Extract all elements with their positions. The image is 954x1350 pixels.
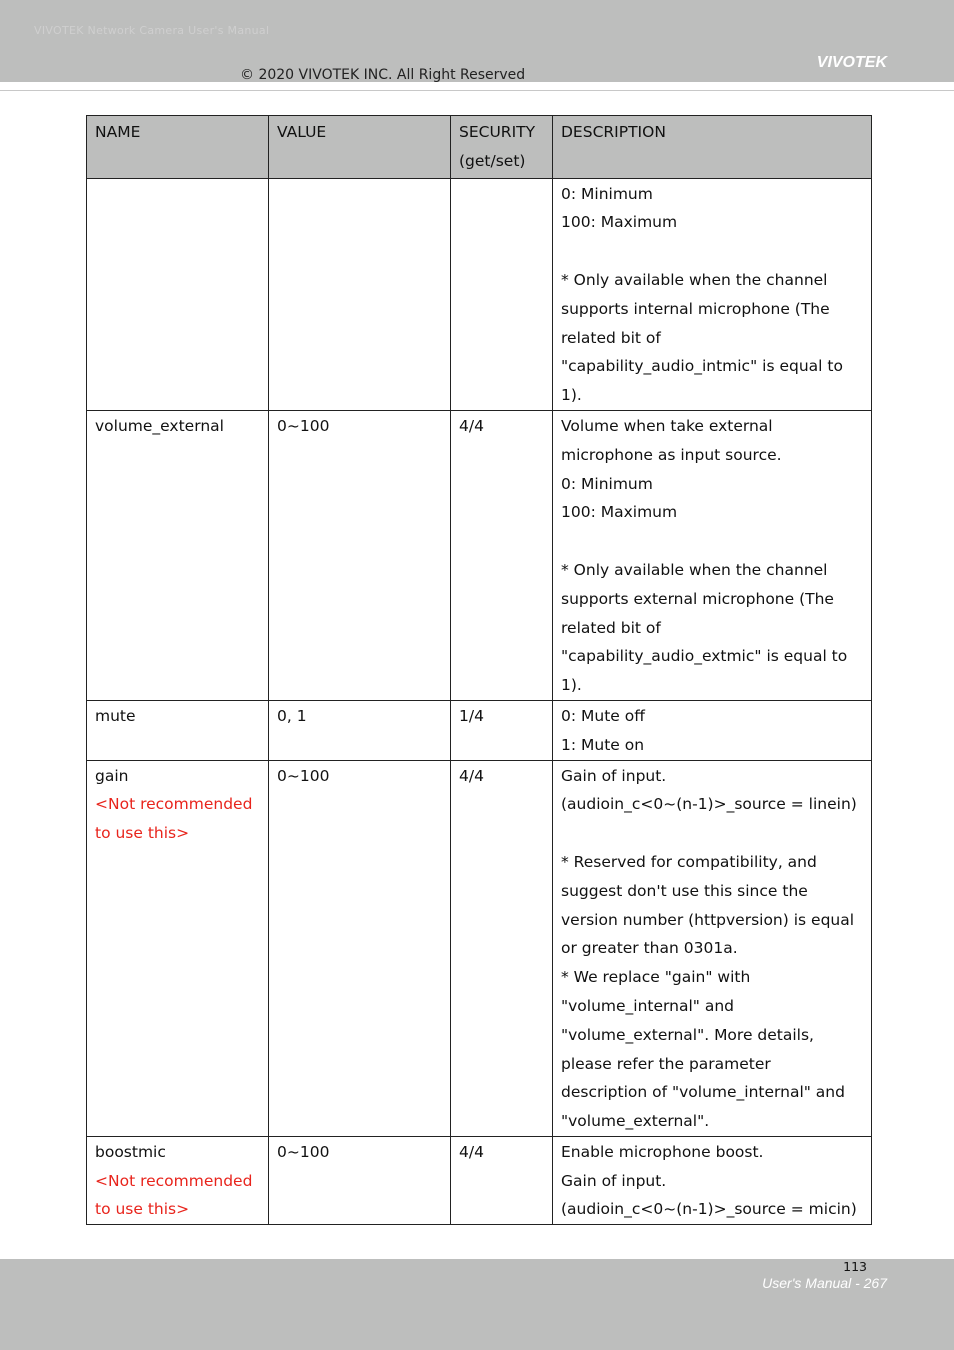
description-line: supports internal microphone (The bbox=[561, 299, 830, 318]
description-line: related bit of bbox=[561, 328, 661, 347]
param-name: gain bbox=[95, 766, 129, 785]
description-line: 0: Minimum bbox=[561, 474, 653, 493]
description-line: 100: Maximum bbox=[561, 213, 678, 232]
description-line: Gain of input. bbox=[561, 1171, 667, 1190]
table-row bbox=[87, 760, 872, 1136]
not-recommended-note: to use this> bbox=[95, 1200, 190, 1219]
param-value: 0, 1 bbox=[277, 706, 307, 725]
param-description-cell bbox=[553, 700, 872, 760]
description-line: "capability_audio_intmic" is equal to bbox=[561, 357, 843, 376]
description-line: suggest don't use this since the bbox=[561, 881, 808, 900]
description-line bbox=[561, 819, 863, 848]
param-name-cell bbox=[87, 760, 269, 1136]
column-header-value: VALUE bbox=[269, 116, 451, 179]
param-security bbox=[459, 180, 544, 209]
header-divider bbox=[0, 90, 954, 91]
description-line bbox=[561, 237, 863, 266]
not-recommended-note: <Not recommended bbox=[95, 795, 253, 814]
param-description-cell bbox=[553, 410, 872, 700]
param-description-cell bbox=[553, 1136, 872, 1224]
param-value: 0~100 bbox=[277, 416, 330, 435]
param-description-cell bbox=[553, 760, 872, 1136]
param-value-cell bbox=[269, 410, 451, 700]
table-row bbox=[87, 178, 872, 410]
description-line: version number (httpversion) is equal bbox=[561, 910, 855, 929]
description-line: 0: Mute off bbox=[561, 706, 645, 725]
not-recommended-note: <Not recommended bbox=[95, 1171, 253, 1190]
param-security: 4/4 bbox=[459, 416, 484, 435]
param-value-cell bbox=[269, 178, 451, 410]
param-name-cell bbox=[87, 410, 269, 700]
param-value-cell bbox=[269, 700, 451, 760]
param-value bbox=[277, 180, 442, 209]
column-header-name: NAME bbox=[87, 116, 269, 179]
description-line: * We replace "gain" with bbox=[561, 968, 751, 987]
description-line: "capability_audio_extmic" is equal to bbox=[561, 647, 848, 666]
param-security-cell bbox=[451, 178, 553, 410]
param-name: boostmic bbox=[95, 1142, 166, 1161]
description-line: * Reserved for compatibility, and bbox=[561, 852, 817, 871]
param-security-cell bbox=[451, 700, 553, 760]
description-line: Gain of input. bbox=[561, 766, 667, 785]
column-header-description: DESCRIPTION bbox=[553, 116, 872, 179]
description-line: supports external microphone (The bbox=[561, 589, 834, 608]
description-line: * Only available when the channel bbox=[561, 270, 828, 289]
page-number: 113 bbox=[843, 1259, 867, 1274]
param-value: 0~100 bbox=[277, 1142, 330, 1161]
description-line bbox=[561, 527, 863, 556]
not-recommended-note: to use this> bbox=[95, 824, 190, 843]
parameter-table bbox=[86, 115, 872, 1225]
manual-page-label: User's Manual - 267 bbox=[762, 1275, 887, 1291]
param-security: 4/4 bbox=[459, 1142, 484, 1161]
param-name: volume_external bbox=[95, 416, 224, 435]
description-line: please refer the parameter bbox=[561, 1054, 771, 1073]
faint-header-text: VIVOTEK Network Camera User's Manual bbox=[34, 24, 270, 37]
copyright-text: © 2020 VIVOTEK INC. All Right Reserved bbox=[240, 67, 526, 83]
param-security: 4/4 bbox=[459, 766, 484, 785]
param-security: 1/4 bbox=[459, 706, 484, 725]
table-row bbox=[87, 1136, 872, 1224]
brand-logo: VIVOTEK bbox=[816, 54, 887, 71]
table-header-row bbox=[87, 116, 872, 179]
param-name-cell bbox=[87, 178, 269, 410]
param-value-cell bbox=[269, 1136, 451, 1224]
description-line: description of "volume_internal" and bbox=[561, 1083, 845, 1102]
description-line: 1). bbox=[561, 676, 582, 695]
param-security-cell bbox=[451, 410, 553, 700]
description-line: or greater than 0301a. bbox=[561, 939, 738, 958]
description-line: 100: Maximum bbox=[561, 503, 678, 522]
description-line: "volume_external". More details, bbox=[561, 1025, 814, 1044]
description-line: Volume when take external bbox=[561, 416, 773, 435]
footer-band bbox=[0, 1259, 954, 1350]
description-line: (audioin_c<0~(n-1)>_source = micin) bbox=[561, 1200, 857, 1219]
param-security-cell bbox=[451, 760, 553, 1136]
param-value-cell bbox=[269, 760, 451, 1136]
description-line: "volume_internal" and bbox=[561, 996, 734, 1015]
description-line: Enable microphone boost. bbox=[561, 1142, 764, 1161]
description-line: * Only available when the channel bbox=[561, 560, 828, 579]
description-line: 1: Mute on bbox=[561, 735, 645, 754]
param-name-cell bbox=[87, 700, 269, 760]
param-security-cell bbox=[451, 1136, 553, 1224]
description-line: (audioin_c<0~(n-1)>_source = linein) bbox=[561, 795, 857, 814]
param-name: mute bbox=[95, 706, 136, 725]
param-description-cell bbox=[553, 178, 872, 410]
description-line: related bit of bbox=[561, 618, 661, 637]
description-line: microphone as input source. bbox=[561, 445, 782, 464]
column-header-security: SECURITY (get/set) bbox=[451, 116, 553, 179]
description-line: 0: Minimum bbox=[561, 184, 653, 203]
description-line: "volume_external". bbox=[561, 1112, 710, 1131]
table-row bbox=[87, 410, 872, 700]
param-name-cell bbox=[87, 1136, 269, 1224]
table-row bbox=[87, 700, 872, 760]
param-value: 0~100 bbox=[277, 766, 330, 785]
description-line: 1). bbox=[561, 386, 582, 405]
